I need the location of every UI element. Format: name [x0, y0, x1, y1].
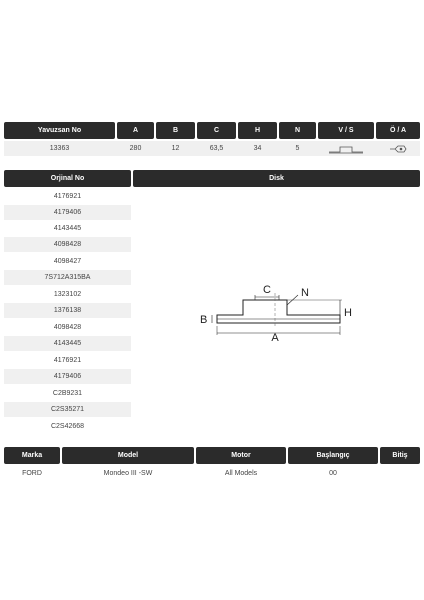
label-a: A: [271, 332, 279, 344]
header-motor: Motor: [196, 447, 286, 464]
oem-number: 1323102: [53, 291, 82, 298]
header-n: N: [279, 122, 316, 139]
disc-type-icon: [318, 141, 374, 156]
oem-number: 4143445: [53, 225, 82, 232]
oem-number: 4098428: [4, 237, 131, 252]
header-yavuzsan-no: Yavuzsan No: [4, 122, 115, 139]
oem-number: C2S42668: [50, 423, 85, 430]
label-n: N: [301, 287, 309, 299]
header-marka: Marka: [4, 447, 60, 464]
label-h: H: [344, 307, 352, 319]
label-b: B: [200, 314, 208, 326]
header-a: A: [117, 122, 154, 139]
oem-number: 4179406: [4, 369, 131, 384]
b-value: 12: [171, 145, 180, 152]
label-c: C: [263, 284, 271, 296]
a-value: 280: [129, 145, 142, 152]
oem-number: C2B9231: [52, 390, 83, 397]
header-orjinal-no: Orjinal No: [4, 170, 131, 187]
n-value: 5: [295, 145, 300, 152]
h-value: 34: [253, 145, 262, 152]
header-disk: Disk: [133, 170, 420, 187]
c-value: 63,5: [209, 145, 224, 152]
oem-number: 4143445: [4, 336, 131, 351]
oem-number: 4176921: [53, 357, 82, 364]
oem-number: 4098427: [53, 258, 82, 265]
header-vs: V / S: [318, 122, 374, 139]
header-model: Model: [62, 447, 194, 464]
oem-number: 4179406: [4, 205, 131, 220]
vehicle-bitis: [380, 466, 420, 481]
oem-number: 7S712A315BA: [4, 270, 131, 285]
header-oa: Ö / A: [376, 122, 420, 139]
header-h: H: [238, 122, 277, 139]
header-baslangic: Başlangıç: [288, 447, 378, 464]
disk-diagram: [195, 278, 355, 348]
oem-number: 4098428: [53, 324, 82, 331]
header-b: B: [156, 122, 195, 139]
header-c: C: [197, 122, 236, 139]
vehicle-baslangic: 00: [329, 470, 337, 477]
axle-position-icon: [376, 141, 420, 156]
oem-number: C2S35271: [4, 402, 131, 417]
vehicle-model: Mondeo III -SW: [103, 470, 153, 477]
vehicle-motor: All Models: [224, 470, 258, 477]
header-bitis: Bitiş: [380, 447, 420, 464]
yavuzsan-no-value: 13363: [49, 145, 70, 152]
oem-number: 1376138: [4, 303, 131, 318]
vehicle-marka: FORD: [22, 470, 42, 477]
oem-number: 4176921: [53, 193, 82, 200]
